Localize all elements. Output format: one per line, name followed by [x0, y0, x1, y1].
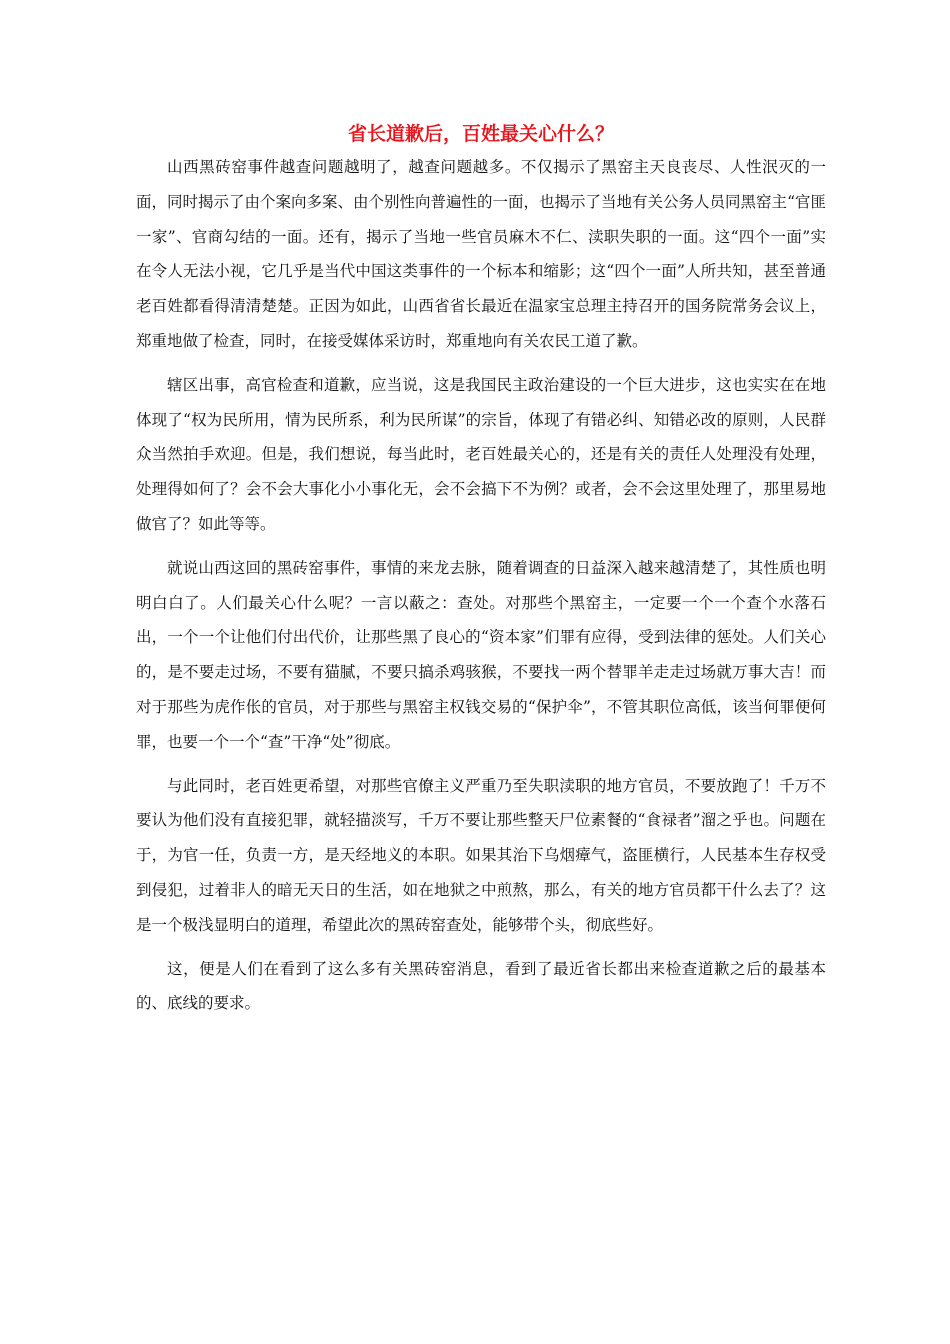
paragraph-4: 与此同时，老百姓更希望，对那些官僚主义严重乃至失职渎职的地方官员，不要放跑了！千万不要认为他们没有直接犯罪，就轻描淡写，千万不要让那些整天尸位素餐的“食禄者”溜之乎也。问题在于，为官一任，负责一方，是天经地义的本职。如果其治下乌烟瘴气，盗匪横行，人民基本生存权受到侵犯，过着非人的暗无天日的生活，如在地狱之中煎熬，那么，有关的地方官员都干什么去了？这是一个极浅显明白的道理，希望此次的黑砖窑查处，能够带个头，彻底些好。 [136, 776, 826, 934]
article-body [136, 118, 826, 1030]
paragraph-2: 辖区出事，高官检查和道歉，应当说，这是我国民主政治建设的一个巨大进步，这也实实在在地体现了“权为民所用，情为民所系，利为民所谋”的宗旨，体现了有错必纠、知错必改的原则，人民群众当然拍手欢迎。但是，我们想说，每当此时，老百姓最关心的，还是有关的责任人处理没有处理，处理得如何了？会不会大事化小小事化无，会不会搞下不为例？或者，会不会这里处理了，那里易地做官了？如此等等。 [136, 375, 826, 533]
paragraph-1: 山西黑砖窑事件越查问题越明了，越查问题越多。不仅揭示了黑窑主天良丧尽、人性泯灭的一面，同时揭示了由个案向多案、由个别性向普遍性的一面，也揭示了当地有关公务人员同黑窑主“官匪一家”、官商勾结的一面。还有，揭示了当地一些官员麻木不仁、渎职失职的一面。这“四个一面”实在令人无法小视，它几乎是当代中国这类事件的一个标本和缩影；这“四个一面”人所共知，甚至普通老百姓都看得清清楚楚。正因为如此，山西省省长最近在温家宝总理主持召开的国务院常务会议上，郑重地做了检查，同时，在接受媒体采访时，郑重地向有关农民工道了歉。 [136, 158, 826, 350]
paragraph-3: 就说山西这回的黑砖窑事件，事情的来龙去脉，随着调查的日益深入越来越清楚了，其性质也明明白白了。人们最关心什么呢？一言以蔽之：查处。对那些个黑窑主，一定要一个一个查个水落石出，一个一个让他们付出代价，让那些黑了良心的“资本家”们罪有应得，受到法律的惩处。人们关心的，是不要走过场，不要有猫腻，不要只搞杀鸡骇猴，不要找一两个替罪羊走走过场就万事大吉！而对于那些为虎作伥的官员，对于那些与黑窑主权钱交易的“保护伞”，不管其职位高低，该当何罪便何罪，也要一个一个“查”干净“处”彻底。 [136, 558, 826, 751]
article-title: 省长道歉后，百姓最关心什么？ [347, 123, 614, 145]
paragraph-5: 这，便是人们在看到了这么多有关黑砖窑消息，看到了最近省长都出来检查道歉之后的最基本的、底线的要求。 [136, 959, 826, 1013]
